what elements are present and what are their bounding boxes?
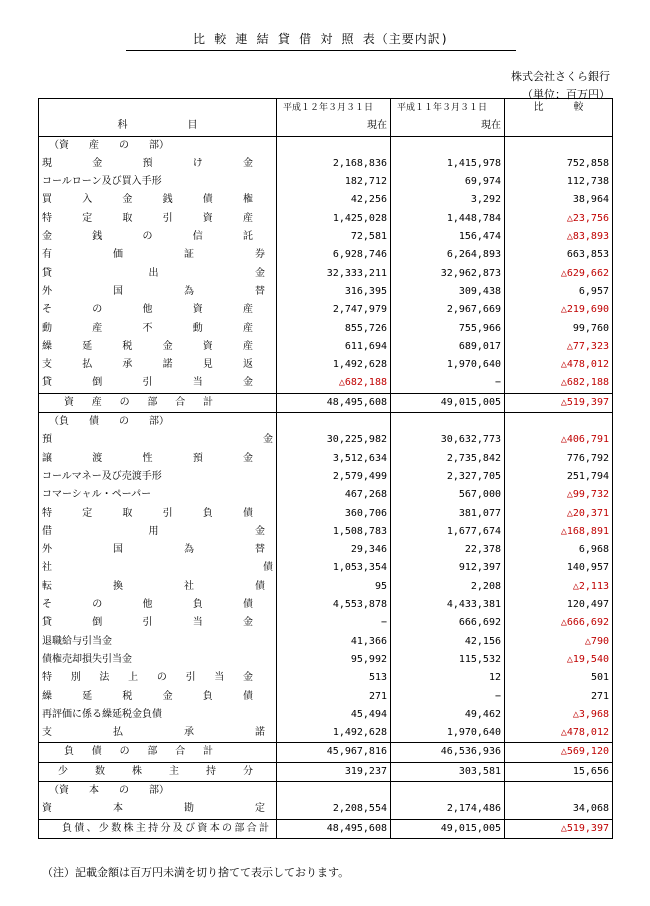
row-label-cell	[39, 431, 277, 449]
value-diff: △168,891	[505, 523, 613, 541]
value-v2000: 45,967,816	[277, 743, 391, 762]
header-1999: 平成１１年３月３１日	[391, 99, 505, 118]
row-label-cell	[39, 578, 277, 596]
liability-row	[39, 450, 613, 468]
value-diff: 38,964	[505, 191, 613, 209]
value-v1999: −	[391, 374, 505, 393]
row-label: 貸倒引当金	[42, 377, 253, 389]
row-label: 譲渡性預金	[42, 452, 253, 464]
value-v2000: 2,168,836	[277, 155, 391, 173]
value-v1999: 567,000	[391, 486, 505, 504]
liability-row	[39, 541, 613, 559]
value-v1999: 49,015,005	[391, 819, 505, 838]
value-diff: △23,756	[505, 210, 613, 228]
capital-section-header-empty	[391, 781, 505, 800]
row-label-cell	[39, 633, 277, 651]
liability-row	[39, 651, 613, 669]
value-v2000: 4,553,878	[277, 596, 391, 614]
value-diff: △519,397	[505, 819, 613, 838]
row-label: 支払承諾見返	[42, 359, 253, 371]
value-diff: △569,120	[505, 743, 613, 762]
value-v2000: 30,225,982	[277, 431, 391, 449]
asset-row	[39, 283, 613, 301]
row-label: 転換社債	[42, 580, 265, 592]
asset-row	[39, 338, 613, 356]
value-diff: △478,012	[505, 356, 613, 374]
row-label-cell	[39, 541, 277, 559]
value-diff: 6,968	[505, 541, 613, 559]
liability-row	[39, 706, 613, 724]
value-diff: 15,656	[505, 762, 613, 781]
value-v2000: 316,395	[277, 283, 391, 301]
value-diff: △790	[505, 633, 613, 651]
value-v2000: 1,053,354	[277, 559, 391, 577]
value-v2000: 3,512,634	[277, 450, 391, 468]
row-label: 有価証券	[42, 249, 265, 261]
row-label-cell	[39, 173, 277, 191]
row-label: 支払承諾	[42, 727, 265, 739]
value-v1999: 2,327,705	[391, 468, 505, 486]
row-label: 特定取引資産	[42, 212, 253, 224]
value-diff: 752,858	[505, 155, 613, 173]
row-label-cell	[39, 356, 277, 374]
value-diff: 251,794	[505, 468, 613, 486]
row-label-cell	[39, 301, 277, 319]
value-diff: △519,397	[505, 393, 613, 412]
header-diff: 比 較	[505, 99, 613, 118]
value-diff: 112,738	[505, 173, 613, 191]
row-label: 負債の部合計	[64, 746, 213, 758]
row-label: 特別法上の引当金	[42, 672, 253, 684]
value-v2000: 1,492,628	[277, 724, 391, 743]
liability-row	[39, 431, 613, 449]
value-v1999: 30,632,773	[391, 431, 505, 449]
header-row-1	[39, 99, 613, 118]
row-label: 貸出金	[42, 267, 265, 279]
value-diff: 99,760	[505, 320, 613, 338]
value-diff: △629,662	[505, 265, 613, 283]
value-v2000: 360,706	[277, 505, 391, 523]
capital-row	[39, 800, 613, 819]
balance-sheet-table	[38, 98, 613, 839]
value-v2000: 95	[277, 578, 391, 596]
value-v2000: 513	[277, 669, 391, 687]
company-name: 株式会社さくら銀行	[511, 70, 610, 83]
row-label-cell	[39, 669, 277, 687]
value-diff: △666,692	[505, 614, 613, 632]
row-label: 動産不動産	[42, 322, 253, 334]
row-label-cell	[39, 265, 277, 283]
row-label-cell	[39, 819, 277, 838]
value-v2000: 48,495,608	[277, 819, 391, 838]
liability-row	[39, 578, 613, 596]
value-diff: △77,323	[505, 338, 613, 356]
minority-row	[39, 762, 613, 781]
row-label-cell	[39, 320, 277, 338]
liabilities-section-header	[39, 413, 613, 432]
row-label-cell	[39, 559, 277, 577]
header-2000: 平成１２年３月３１日	[277, 99, 391, 118]
value-v2000: 855,726	[277, 320, 391, 338]
row-label: 預金	[42, 434, 273, 446]
value-v1999: 42,156	[391, 633, 505, 651]
value-v2000: △682,188	[277, 374, 391, 393]
row-label-cell	[39, 191, 277, 209]
asset-row	[39, 374, 613, 393]
asset-row	[39, 265, 613, 283]
value-diff: △20,371	[505, 505, 613, 523]
row-label: コールマネー及び売渡手形	[42, 470, 162, 482]
value-v1999: 912,397	[391, 559, 505, 577]
value-diff: 140,957	[505, 559, 613, 577]
value-v2000: 95,992	[277, 651, 391, 669]
liabilities-section-header-empty	[391, 413, 505, 432]
value-v1999: 69,974	[391, 173, 505, 191]
assets-section-header-empty	[277, 136, 391, 155]
row-label: その他資産	[42, 304, 253, 316]
liabilities-section-header-empty	[505, 413, 613, 432]
value-v2000: 41,366	[277, 633, 391, 651]
value-diff: △478,012	[505, 724, 613, 743]
value-diff: △682,188	[505, 374, 613, 393]
asset-row	[39, 246, 613, 264]
row-label: 特定取引負債	[42, 507, 253, 519]
value-v1999: 12	[391, 669, 505, 687]
value-diff: 271	[505, 688, 613, 706]
value-v2000: 1,492,628	[277, 356, 391, 374]
value-v2000: 1,508,783	[277, 523, 391, 541]
value-diff: △219,690	[505, 301, 613, 319]
asset-row	[39, 173, 613, 191]
row-label-cell	[39, 374, 277, 393]
value-diff: 120,497	[505, 596, 613, 614]
header-1999-sub: 現在	[391, 117, 505, 136]
value-v1999: 3,292	[391, 191, 505, 209]
value-v1999: 46,536,936	[391, 743, 505, 762]
row-label: 外国為替	[42, 285, 265, 297]
grand-total-row	[39, 819, 613, 838]
row-label-cell	[39, 155, 277, 173]
value-v2000: 467,268	[277, 486, 391, 504]
row-label-cell	[39, 800, 277, 819]
value-diff: △2,113	[505, 578, 613, 596]
row-label: 債権売却損失引当金	[42, 653, 132, 665]
row-label: 資本勘定	[42, 803, 265, 815]
liability-row	[39, 468, 613, 486]
row-label: 繰延税金資産	[42, 340, 253, 352]
row-label-cell	[39, 450, 277, 468]
value-v1999: 1,415,978	[391, 155, 505, 173]
asset-row	[39, 228, 613, 246]
page-title: 比 較 連 結 貸 借 対 照 表（主要内訳)	[126, 30, 516, 51]
row-label-cell	[39, 724, 277, 743]
row-label: 貸倒引当金	[42, 617, 253, 629]
value-v2000: 29,346	[277, 541, 391, 559]
row-label: 金銭の信託	[42, 231, 253, 243]
value-v2000: 72,581	[277, 228, 391, 246]
row-label: その他負債	[42, 599, 253, 611]
value-v1999: 666,692	[391, 614, 505, 632]
row-label-cell	[39, 246, 277, 264]
liability-row	[39, 523, 613, 541]
liabilities-total-row	[39, 743, 613, 762]
value-diff: △406,791	[505, 431, 613, 449]
row-label: 外国為替	[42, 544, 265, 556]
liability-row	[39, 633, 613, 651]
value-v1999: 4,433,381	[391, 596, 505, 614]
value-v2000: 611,694	[277, 338, 391, 356]
liability-row	[39, 669, 613, 687]
value-v2000: 32,333,211	[277, 265, 391, 283]
row-label: 退職給与引当金	[42, 635, 112, 647]
row-label: 再評価に係る繰延税金負債	[42, 708, 162, 720]
value-v2000: 48,495,608	[277, 393, 391, 412]
value-v2000: 1,425,028	[277, 210, 391, 228]
value-v1999: 49,462	[391, 706, 505, 724]
value-diff: 6,957	[505, 283, 613, 301]
value-diff: △3,968	[505, 706, 613, 724]
liability-row	[39, 596, 613, 614]
value-v2000: 271	[277, 688, 391, 706]
capital-section-header-label: （資 本 の 部）	[49, 784, 169, 796]
liabilities-section-header-empty	[277, 413, 391, 432]
row-label: 負債、少数株主持分及び資本の部合計	[62, 822, 269, 834]
value-diff: 34,068	[505, 800, 613, 819]
asset-row	[39, 210, 613, 228]
row-label: 社債	[42, 562, 273, 574]
asset-row	[39, 320, 613, 338]
footnote: （注）記載金額は百万円未満を切り捨てて表示しております。	[42, 866, 350, 879]
assets-section-header	[39, 136, 613, 155]
row-label-cell	[39, 393, 277, 412]
row-label-cell	[39, 505, 277, 523]
asset-row	[39, 356, 613, 374]
liability-row	[39, 486, 613, 504]
value-v1999: 2,174,486	[391, 800, 505, 819]
row-label-cell	[39, 706, 277, 724]
row-label: コールローン及び買入手形	[42, 176, 162, 188]
liability-row	[39, 505, 613, 523]
row-label: 資産の部合計	[64, 396, 213, 408]
row-label-cell	[39, 210, 277, 228]
value-v2000: −	[277, 614, 391, 632]
value-v2000: 6,928,746	[277, 246, 391, 264]
row-label-cell	[39, 486, 277, 504]
value-v1999: 381,077	[391, 505, 505, 523]
row-label-cell	[39, 651, 277, 669]
liabilities-section-header-label: （負 債 の 部）	[49, 416, 169, 428]
value-v2000: 319,237	[277, 762, 391, 781]
value-v1999: 1,970,640	[391, 356, 505, 374]
value-v1999: 6,264,893	[391, 246, 505, 264]
value-v1999: 303,581	[391, 762, 505, 781]
assets-section-header-label: （資 産 の 部）	[39, 136, 277, 155]
liability-row	[39, 724, 613, 743]
value-v2000: 42,256	[277, 191, 391, 209]
row-label: 借用金	[42, 525, 265, 537]
header-2000-sub: 現在	[277, 117, 391, 136]
row-label-cell	[39, 596, 277, 614]
row-label-cell	[39, 743, 277, 762]
value-v1999: 156,474	[391, 228, 505, 246]
row-label: 繰延税金負債	[42, 690, 253, 702]
asset-row	[39, 155, 613, 173]
value-v1999: 1,448,784	[391, 210, 505, 228]
value-v1999: 22,378	[391, 541, 505, 559]
value-diff: △19,540	[505, 651, 613, 669]
capital-section-header	[39, 781, 613, 800]
value-v1999: 755,966	[391, 320, 505, 338]
unit-label: （単位：百万円）	[522, 88, 610, 101]
row-label-cell	[39, 228, 277, 246]
liability-row	[39, 614, 613, 632]
assets-section-header-empty	[505, 136, 613, 155]
capital-section-header-empty	[505, 781, 613, 800]
liability-row	[39, 688, 613, 706]
row-label-cell	[39, 338, 277, 356]
value-diff: △99,732	[505, 486, 613, 504]
row-label: 現金預け金	[42, 157, 253, 169]
value-v1999: −	[391, 688, 505, 706]
row-label-cell	[39, 468, 277, 486]
value-v1999: 2,967,669	[391, 301, 505, 319]
capital-section-header-empty	[277, 781, 391, 800]
assets-section-header-empty	[391, 136, 505, 155]
value-v2000: 2,579,499	[277, 468, 391, 486]
row-label-cell	[39, 523, 277, 541]
value-v1999: 49,015,005	[391, 393, 505, 412]
value-diff: 663,853	[505, 246, 613, 264]
asset-row	[39, 191, 613, 209]
row-label-cell	[39, 762, 277, 781]
assets-total-row	[39, 393, 613, 412]
value-v1999: 689,017	[391, 338, 505, 356]
header-item: 科 目	[117, 120, 198, 132]
row-label: 少数株主持分	[58, 765, 253, 777]
value-v1999: 309,438	[391, 283, 505, 301]
asset-row	[39, 301, 613, 319]
row-label: 買入金銭債権	[42, 194, 253, 206]
value-diff: 501	[505, 669, 613, 687]
liability-row	[39, 559, 613, 577]
row-label-cell	[39, 614, 277, 632]
value-v2000: 45,494	[277, 706, 391, 724]
value-diff: △83,893	[505, 228, 613, 246]
row-label-cell	[39, 283, 277, 301]
value-v2000: 2,747,979	[277, 301, 391, 319]
value-v1999: 2,208	[391, 578, 505, 596]
value-v1999: 1,677,674	[391, 523, 505, 541]
row-label: コマーシャル・ペーパー	[42, 489, 152, 501]
value-v1999: 115,532	[391, 651, 505, 669]
value-v1999: 32,962,873	[391, 265, 505, 283]
value-v1999: 1,970,640	[391, 724, 505, 743]
value-v2000: 2,208,554	[277, 800, 391, 819]
row-label-cell	[39, 688, 277, 706]
value-v2000: 182,712	[277, 173, 391, 191]
header-row-2	[39, 117, 613, 136]
value-v1999: 2,735,842	[391, 450, 505, 468]
value-diff: 776,792	[505, 450, 613, 468]
